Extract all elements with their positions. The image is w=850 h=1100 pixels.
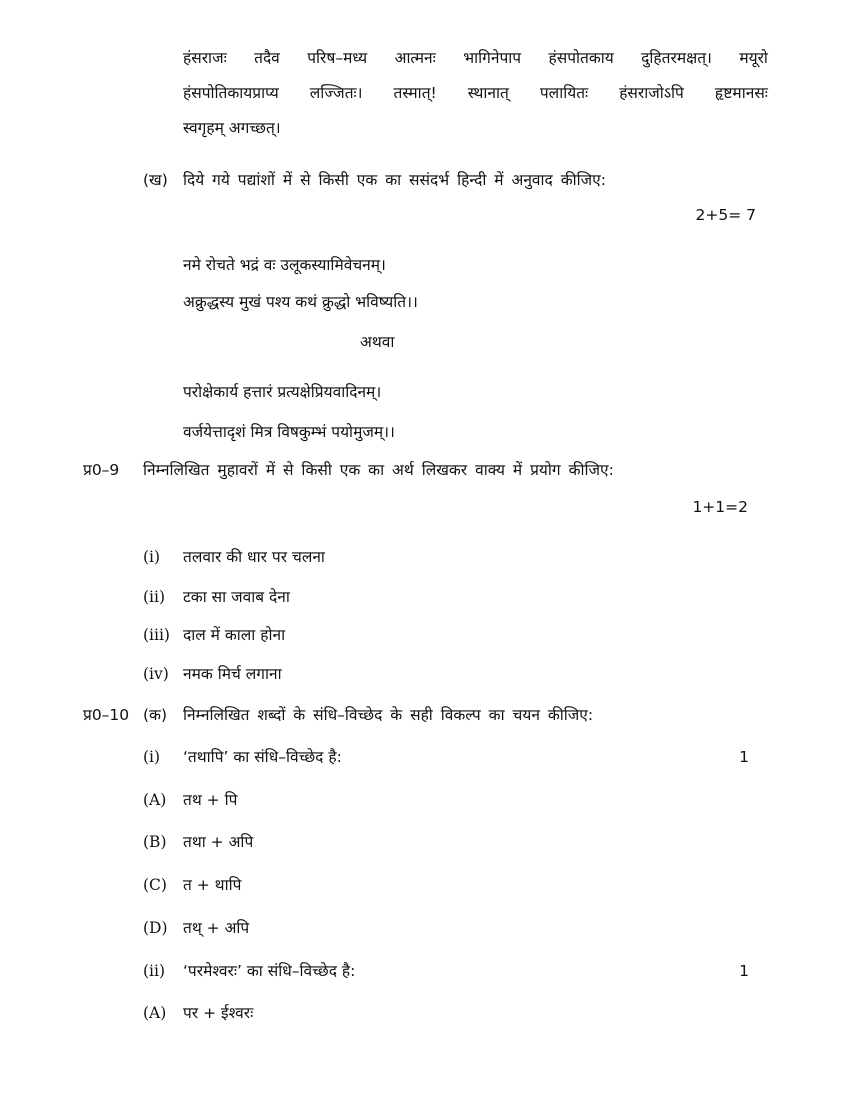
passage-word: स्थानात्: [467, 84, 509, 102]
item-text: टका सा जवाब देना: [183, 588, 290, 606]
passage-word: दुहितरमक्षत्।: [641, 49, 712, 67]
question-text: दिये गये पद्यांशों में से किसी एक का ससंदर्भ हिन्दी में अनुवाद कीजिए:: [183, 171, 606, 189]
passage-word: आत्मनः: [394, 49, 436, 67]
passage-word: तस्मात्!: [393, 84, 437, 102]
sub-text: ‘तथापि’ का संधि–विच्छेद है:: [183, 748, 342, 766]
marks: 1: [739, 748, 749, 766]
question-text: निम्नलिखित शब्दों के संधि–विच्छेद के सही विकल्प का चयन कीजिए:: [183, 706, 594, 724]
item-label: (iii): [143, 626, 170, 644]
question-text: निम्नलिखित मुहावरों में से किसी एक का अर्थ लिखकर वाक्य में प्रयोग कीजिए:: [143, 461, 614, 479]
marks: 1: [739, 962, 749, 980]
verse-line: अक्रुद्धस्य मुखं पश्य कथं क्रुद्धो भविष्यति।।: [183, 293, 418, 311]
passage-word: हंसराजः: [183, 49, 227, 67]
option-text: पर + ईश्वरः: [183, 1004, 254, 1022]
question-label: (ख): [143, 171, 168, 189]
passage-word: भागिनेपाप: [463, 49, 522, 67]
item-text: तलवार की धार पर चलना: [183, 548, 325, 566]
item-label: (i): [143, 548, 161, 566]
option-label: (C): [143, 876, 167, 894]
marks: 1+1=2: [692, 498, 748, 516]
passage-word: परिष–मध्य: [307, 49, 368, 67]
passage-word: तदैव: [254, 49, 280, 67]
item-label: (iv): [143, 665, 169, 683]
passage-line-1: [183, 47, 768, 69]
question-number: प्र0–10: [83, 706, 130, 724]
passage-word: हंसपोतकाय: [548, 49, 614, 67]
passage-word: लज्जितः।: [309, 84, 363, 102]
option-text: त + थापि: [183, 876, 242, 894]
question-number: प्र0–9: [83, 461, 120, 479]
sub-label: (ii): [143, 962, 166, 980]
passage-line-3: स्वगृहम् अगच्छत्।: [183, 119, 281, 137]
option-text: तथा + अपि: [183, 833, 254, 851]
item-label: (ii): [143, 588, 166, 606]
option-label: (A): [143, 791, 167, 809]
passage-word: हंसराजोऽपि: [619, 84, 684, 102]
passage-word: हृष्टमानसः: [714, 84, 768, 102]
option-text: तथ् + अपि: [183, 919, 250, 937]
passage-line-2: [183, 82, 768, 104]
marks: 2+5= 7: [695, 206, 756, 224]
verse-line: नमे रोचते भद्रं वः उलूकस्यामिवेचनम्।: [183, 256, 386, 274]
sub-label: (i): [143, 748, 161, 766]
sub-text: ‘परमेश्वरः’ का संधि–विच्छेद है:: [183, 962, 356, 980]
option-text: तथ + पि: [183, 791, 238, 809]
option-label: (A): [143, 1004, 167, 1022]
part-label: (क): [143, 706, 167, 724]
item-text: नमक मिर्च लगाना: [183, 665, 282, 683]
passage-word: पलायितः: [539, 84, 589, 102]
option-label: (D): [143, 919, 168, 937]
or-label: अथवा: [360, 333, 395, 351]
passage-word: मयूरो: [739, 49, 768, 67]
option-label: (B): [143, 833, 167, 851]
verse-line: वर्जयेत्तादृशं मित्र विषकुम्भं पयोमुजम्।।: [183, 423, 395, 441]
passage-word: हंसपोतिकायप्राप्य: [183, 84, 279, 102]
item-text: दाल में काला होना: [183, 626, 286, 644]
verse-line: परोक्षेकार्य हत्तारं प्रत्यक्षेप्रियवादिनम्।: [183, 383, 382, 401]
